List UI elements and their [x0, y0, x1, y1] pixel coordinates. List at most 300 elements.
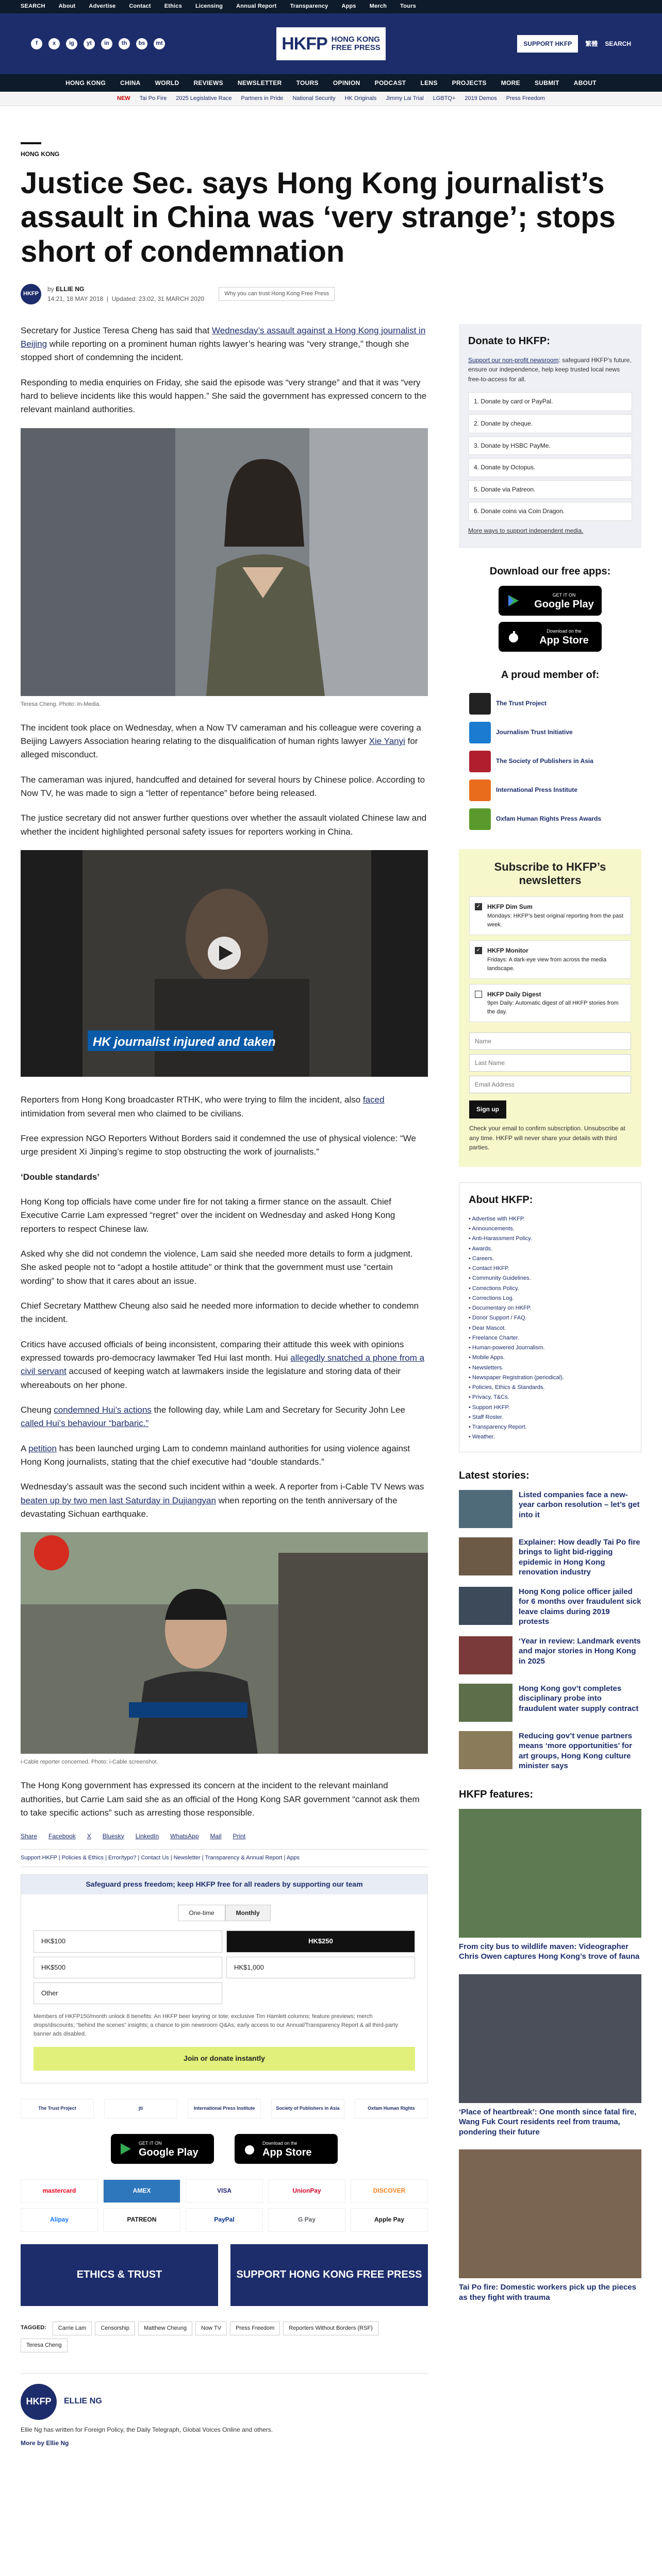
- payment-alipay[interactable]: Alipay: [21, 2208, 98, 2232]
- apps-title: Download our free apps:: [489, 565, 611, 577]
- nav-world[interactable]: WORLD: [155, 79, 179, 87]
- story-thumbnail: [459, 1587, 512, 1625]
- about-link[interactable]: • Support HKFP.: [469, 1403, 632, 1413]
- petition-link[interactable]: petition: [28, 1443, 57, 1453]
- amount-option[interactable]: HK$100: [34, 1930, 222, 1952]
- feature-story[interactable]: [459, 1809, 641, 1962]
- about-link[interactable]: • Donor Support / FAQ.: [469, 1313, 632, 1323]
- topbar-licensing[interactable]: Licensing: [195, 3, 223, 10]
- feature-title[interactable]: From city bus to wildlife maven: Videographer Chris Owen captures Hong Kong’s trove of fauna: [459, 1942, 640, 1961]
- story-title[interactable]: Reducing gov’t venue partners means ‘more opportunities’ for art groups, Hong Kong culture minister says: [519, 1731, 633, 1771]
- tag[interactable]: Carrie Lam: [53, 2321, 92, 2335]
- payment-applepay[interactable]: Apple Pay: [351, 2208, 428, 2232]
- subnav-item[interactable]: Jimmy Lai Trial: [386, 95, 424, 101]
- social-icons: [31, 38, 276, 49]
- share-bar: [21, 1832, 428, 1841]
- paragraph: [21, 1442, 428, 1469]
- site-logo[interactable]: [276, 27, 386, 61]
- section-subhead: ‘Double standards’: [21, 1172, 100, 1182]
- assault-link[interactable]: Wednesday’s assault against a Hong Kong journalist in Beijing: [21, 325, 426, 349]
- monthly-option[interactable]: Monthly: [225, 1905, 271, 1922]
- newsletter-note: Check your email to confirm subscription. Unsubscribe at any time. HKFP will never share your details with third parties.: [469, 1125, 625, 1151]
- nav-more[interactable]: MORE: [501, 79, 520, 87]
- nav-reviews[interactable]: REVIEWS: [193, 79, 223, 87]
- share-print[interactable]: Print: [233, 1832, 246, 1840]
- gp-small: GET IT ON: [139, 2140, 162, 2146]
- trust-badges: [21, 2099, 428, 2119]
- apple-icon: [507, 630, 520, 643]
- donate-option[interactable]: 3. Donate by HSBC PayMe.: [468, 436, 632, 455]
- donate-title: Donate to HKFP:: [468, 335, 550, 347]
- text: intimidation from several men who claimed to be civilians.: [21, 1108, 244, 1118]
- topbar-search[interactable]: SEARCH: [21, 3, 45, 10]
- policy-links[interactable]: Support HKFP | Policies & Ethics | Error/typo? | Contact Us | Newsletter | Transparency & Annual Report | Apps: [21, 1849, 428, 1867]
- spacer: [21, 1081, 428, 1093]
- amount-options: [34, 1930, 415, 2004]
- story-title[interactable]: Explainer: How deadly Tai Po fire brings to light bid-rigging epidemic in Hong Kong renovation industry: [519, 1537, 640, 1577]
- member-widget: [459, 667, 641, 834]
- support-hkfp-button[interactable]: SUPPORT HKFP: [517, 35, 578, 53]
- apple-icon: [243, 2142, 256, 2156]
- about-link[interactable]: • Announcements.: [469, 1224, 632, 1234]
- story-title[interactable]: Hong Kong police officer jailed for 6 months over fraudulent sick leave claims during 2019 protests: [519, 1587, 641, 1626]
- author-box-name[interactable]: ELLIE NG: [64, 2397, 102, 2406]
- about-link[interactable]: • Staff Roster.: [469, 1413, 632, 1422]
- features-title: HKFP features:: [459, 1788, 534, 1800]
- video-caption: HK journalist injured and taken: [93, 1035, 276, 1049]
- latest-stories: [459, 1468, 641, 1771]
- byline: [21, 284, 641, 304]
- topbar-transparency[interactable]: Transparency: [290, 3, 328, 10]
- latest-story[interactable]: [459, 1731, 641, 1771]
- badge[interactable]: Oxfam Human Rights: [355, 2099, 428, 2119]
- payment-discover[interactable]: DISCOVER: [351, 2179, 428, 2203]
- about-widget: [459, 1182, 641, 1452]
- topbar-ethics[interactable]: Ethics: [164, 3, 182, 10]
- sopa-icon: [469, 751, 491, 772]
- nav-opinion[interactable]: OPINION: [333, 79, 360, 87]
- member-name: The Trust Project: [496, 700, 547, 707]
- photo-caption: i-Cable reporter concerned. Photo: i-Cable screenshot.: [21, 1759, 158, 1766]
- logo-mark: HKFP: [282, 33, 327, 54]
- as-large: App Store: [262, 2146, 312, 2158]
- more-ways-link[interactable]: More ways to support independent media.: [468, 527, 584, 534]
- nav-about[interactable]: ABOUT: [573, 79, 597, 87]
- teresa-cheng-photo: [21, 428, 428, 696]
- text: The incident took place on Wednesday, when a Now TV cameraman and his colleague were covering a Beijing Lawyers Association hearing relating to the disqualification of human rights lawyer: [21, 722, 421, 747]
- top-utility-bar: [0, 0, 662, 13]
- paragraph: Chief Secretary Matthew Cheung also said he needed more information to decide whether to condemn the incident.: [21, 1300, 419, 1325]
- support-hkfp-banner[interactable]: SUPPORT HONG KONG FREE PRESS: [230, 2244, 428, 2306]
- checkbox-checked-icon[interactable]: ✓: [475, 903, 482, 910]
- join-donate-button[interactable]: Join or donate instantly: [34, 2047, 415, 2071]
- brand-bar: [0, 13, 662, 74]
- subnav-item[interactable]: 2025 Legislative Race: [176, 95, 232, 101]
- logo-line-1: HONG KONG: [331, 35, 380, 44]
- about-link[interactable]: • Freelance Charter.: [469, 1333, 632, 1343]
- latest-story[interactable]: [459, 1537, 641, 1578]
- gp-large: Google Play: [534, 598, 594, 610]
- app-buttons-inline: [21, 2134, 428, 2164]
- newsletter-option[interactable]: [469, 940, 631, 979]
- xie-yanyi-link[interactable]: Xie Yanyi: [369, 736, 405, 747]
- member-title: A proud member of:: [501, 669, 600, 681]
- about-link[interactable]: • Transparency Report.: [469, 1422, 632, 1432]
- tag[interactable]: Teresa Cheng: [21, 2338, 68, 2352]
- about-link[interactable]: • Human-powered Journalism.: [469, 1343, 632, 1353]
- latest-story[interactable]: [459, 1490, 641, 1528]
- oxfam-icon: [469, 808, 491, 830]
- amount-option-selected[interactable]: HK$250: [226, 1930, 415, 1952]
- share-label[interactable]: Share: [21, 1832, 38, 1840]
- story-thumbnail: [459, 1537, 512, 1575]
- about-link[interactable]: • Anti-Harassment Policy.: [469, 1234, 632, 1244]
- latest-story[interactable]: [459, 1636, 641, 1674]
- about-list: [469, 1214, 632, 1443]
- photo-caption: Teresa Cheng. Photo: In-Media.: [21, 701, 101, 707]
- ethics-trust-banner[interactable]: ETHICS & TRUST: [21, 2244, 218, 2306]
- condemned-link[interactable]: condemned Hui’s actions: [54, 1405, 152, 1415]
- nav-china[interactable]: CHINA: [120, 79, 141, 87]
- last-name-input[interactable]: [469, 1054, 631, 1072]
- more-by-author-link[interactable]: More by Ellie Ng: [21, 2439, 69, 2447]
- paragraph: Free expression NGO Reporters Without Borders said it condemned the use of physical violence: “We urge president Xi Jinping’s regime to stop obstructing the work of journalists.”: [21, 1133, 416, 1157]
- nav-podcast[interactable]: PODCAST: [374, 79, 406, 87]
- first-name-input[interactable]: [469, 1032, 631, 1050]
- story-title[interactable]: ‘Year in review: Landmark events and major stories in Hong Kong in 2025: [519, 1636, 641, 1666]
- paragraph: [21, 1480, 428, 1521]
- share-mail[interactable]: Mail: [210, 1832, 222, 1840]
- member-name: The Society of Publishers in Asia: [496, 757, 593, 765]
- nav-tours[interactable]: TOURS: [296, 79, 319, 87]
- text: A: [21, 1443, 29, 1453]
- photo-illustration: [21, 1532, 428, 1754]
- donate-panel: [21, 1874, 428, 2083]
- subnav-item[interactable]: Tai Po Fire: [139, 95, 167, 101]
- subnav-item[interactable]: 2019 Demos: [465, 95, 497, 101]
- dujiangyan-link[interactable]: beaten up by two men last Saturday in Dujiangyan: [21, 1495, 216, 1505]
- byline-author[interactable]: ELLIE NG: [56, 285, 85, 293]
- text: Secretary for Justice Teresa Cheng has said that: [21, 325, 212, 335]
- search-button[interactable]: SEARCH: [605, 40, 631, 47]
- about-link[interactable]: • Weather.: [469, 1432, 632, 1442]
- donate-description: : safeguard HKFP’s future, ensure our independence, help keep trusted local news free-to-access for all.: [468, 356, 632, 383]
- latest-title: Latest stories:: [459, 1469, 529, 1481]
- ipi-icon: [469, 779, 491, 801]
- donate-option[interactable]: 4. Donate by Octopus.: [468, 458, 632, 477]
- one-time-option[interactable]: One-time: [178, 1905, 225, 1922]
- page-wrapper: [21, 106, 641, 2469]
- paragraph: Hong Kong top officials have come under fire for not taking a firmer stance on the assault. Chief Executive Carrie Lam expressed “regret” over the incident on Wednesday and asked Hong Kong reporters to respect Chinese law.: [21, 1196, 395, 1234]
- topbar-contact[interactable]: Contact: [129, 3, 151, 10]
- donate-panel-heading: Safeguard press freedom; keep HKFP free for all readers by supporting our team: [21, 1875, 427, 1894]
- donate-option[interactable]: 2. Donate by cheque.: [468, 414, 632, 433]
- nav-newsletter[interactable]: NEWSLETTER: [237, 79, 282, 87]
- newsletter-title: Subscribe to HKFP’s newsletters: [494, 860, 606, 887]
- newsletter-option[interactable]: [469, 896, 631, 935]
- as-large: App Store: [539, 634, 589, 646]
- google-play-button[interactable]: [499, 586, 602, 616]
- about-link[interactable]: • Newsletters.: [469, 1363, 632, 1373]
- google-play-icon: [507, 594, 520, 607]
- member-trust-project[interactable]: [459, 689, 641, 718]
- as-small: Download on the: [262, 2140, 297, 2146]
- text: accused of keeping watch at lawmakers inside the legislature and storing data of their whereabouts on her phone.: [21, 1366, 401, 1390]
- checkbox-unchecked-icon[interactable]: [475, 991, 482, 998]
- checkbox-checked-icon[interactable]: ✓: [475, 947, 482, 954]
- nav-hong-kong[interactable]: HONG KONG: [65, 79, 106, 87]
- author-bio: Ellie Ng has written for Foreign Policy, the Daily Telegraph, Global Voices Online and others.: [21, 2426, 273, 2433]
- tag[interactable]: Press Freedom: [230, 2321, 280, 2335]
- amount-option[interactable]: HK$500: [34, 1957, 222, 1978]
- x-icon[interactable]: x: [48, 38, 60, 49]
- author-box: [21, 2373, 428, 2448]
- about-link[interactable]: • Awards.: [469, 1244, 632, 1254]
- newsletter-name: HKFP Dim Sum: [487, 903, 533, 911]
- newsletter-option[interactable]: [469, 984, 631, 1023]
- subnav-item[interactable]: Press Freedom: [506, 95, 545, 101]
- new-badge: NEW: [117, 95, 130, 101]
- paragraph: The Hong Kong government has expressed its concern at the incident to the relevant mainland authorities, but Carrie Lam said she as an official of the Hong Kong SAR government “cannot ask them to take specific actions” such as arresting those responsible.: [21, 1781, 420, 1818]
- donate-widget: [459, 324, 641, 548]
- paragraph: [21, 1338, 428, 1392]
- payment-amex[interactable]: AMEX: [103, 2179, 180, 2203]
- jti-icon: [469, 722, 491, 743]
- about-link[interactable]: • Corrections Policy.: [469, 1284, 632, 1294]
- story-title[interactable]: Listed companies face a new-year carbon resolution – let’s get into it: [519, 1490, 640, 1519]
- newsletter-desc: 9pm Daily: Automatic digest of all HKFP stories from the day.: [487, 1000, 619, 1015]
- nav-lens[interactable]: LENS: [420, 79, 438, 87]
- feature-title[interactable]: Tai Po fire: Domestic workers pick up the pieces as they fight with trauma: [459, 2283, 636, 2302]
- donate-option[interactable]: 6. Donate coins via Coin Dragon.: [468, 502, 632, 521]
- language-toggle[interactable]: 繁體: [585, 40, 598, 47]
- newsletter-desc: Mondays: HKFP’s best original reporting from the past week.: [487, 912, 623, 928]
- barbaric-link[interactable]: called Hui’s behaviour “barbaric.”: [21, 1418, 149, 1429]
- about-link[interactable]: • Community Guidelines.: [469, 1274, 632, 1283]
- app-store-button[interactable]: [499, 622, 602, 652]
- about-title: About HKFP:: [469, 1194, 533, 1206]
- badge[interactable]: The Trust Project: [21, 2099, 94, 2119]
- tag[interactable]: Now TV: [195, 2321, 227, 2335]
- app-store-button[interactable]: [235, 2134, 338, 2164]
- story-thumbnail: [459, 1636, 512, 1674]
- text: Reporters from Hong Kong broadcaster RTHK, who were trying to film the incident, also: [21, 1095, 363, 1105]
- frequency-toggle: [34, 1905, 415, 1922]
- member-benefits-text: Members of HKFP150/month unlock 8 benefits: An HKFP beer keyring or tote; exclusive Tim Hamlett columns; feature previews; merch drops/discounts; “behind the scenes” insights; a chance to join newsroom Q&As; early access to our Annual/Transparency Report & all third-party banner ads disabled.: [34, 2013, 399, 2037]
- story-thumbnail: [459, 1684, 512, 1722]
- topbar-merch[interactable]: Merch: [369, 3, 387, 10]
- member-name: Oxfam Human Rights Press Awards: [496, 815, 602, 823]
- badge[interactable]: jti: [104, 2099, 177, 2119]
- apps-widget: [459, 564, 641, 652]
- about-link[interactable]: • Dear Mascot.: [469, 1324, 632, 1333]
- subnav-item[interactable]: National Security: [292, 95, 336, 101]
- bluesky-icon[interactable]: bs: [136, 38, 147, 49]
- latest-story[interactable]: [459, 1587, 641, 1627]
- logo-words: [332, 36, 380, 52]
- topbar-apps[interactable]: Apps: [341, 3, 356, 10]
- share-bluesky[interactable]: Bluesky: [102, 1832, 124, 1840]
- share-x[interactable]: X: [87, 1832, 91, 1840]
- photo-illustration: [21, 428, 428, 696]
- paragraph: Responding to media enquiries on Friday, she said the episode was “very strange” and that it was “very hard to believe incidents like this would happen.” She said the government has expressed concern to the relevant mainland authorities.: [21, 377, 427, 415]
- member-name: International Press Institute: [496, 786, 578, 794]
- member-name: Journalism Trust Initiative: [496, 728, 573, 736]
- paragraph: Asked why she did not condemn the violence, Lam said she needed more details to form a judgment. She asked people not to “adopt a hostile attitude” or think that the government must use “certain wording” to show that it cares about an issue.: [21, 1248, 413, 1286]
- tag[interactable]: Matthew Cheung: [138, 2321, 192, 2335]
- sidebar: [459, 324, 641, 2469]
- payment-gpay[interactable]: G Pay: [268, 2208, 345, 2232]
- category-kicker[interactable]: HONG KONG: [21, 150, 60, 158]
- feature-title[interactable]: ‘Place of heartbreak’: One month since fatal fire, Wang Fuk Court residents reel from trauma, pondering their future: [459, 2107, 637, 2137]
- promo-banners: [21, 2244, 428, 2306]
- payment-unionpay[interactable]: UnionPay: [268, 2179, 345, 2203]
- latest-story[interactable]: [459, 1684, 641, 1722]
- faced-link[interactable]: faced: [362, 1095, 385, 1105]
- about-link[interactable]: • Careers.: [469, 1254, 632, 1264]
- amount-option-other[interactable]: Other: [34, 1982, 222, 2004]
- topbar-advertise[interactable]: Advertise: [89, 3, 116, 10]
- about-link[interactable]: • Documentary on HKFP.: [469, 1303, 632, 1313]
- feature-image: [459, 1809, 641, 1938]
- sign-up-button[interactable]: Sign up: [469, 1100, 506, 1118]
- hui-phone-link[interactable]: allegedly snatched a phone from a civil servant: [21, 1352, 425, 1377]
- byline-by: by: [47, 285, 54, 293]
- gp-small: GET IT ON: [552, 592, 576, 598]
- member-oxfam[interactable]: [459, 805, 641, 834]
- subnav-item[interactable]: HK Originals: [344, 95, 377, 101]
- amount-option[interactable]: HK$1,000: [226, 1957, 415, 1978]
- paragraph: The justice secretary did not answer further questions over whether the assault violated Chinese law and whether the incident highlighted personal safety issues for reporters working in China.: [21, 813, 427, 837]
- paragraph: [21, 1403, 428, 1431]
- tags-label: TAGGED:: [21, 2324, 46, 2331]
- member-ipi[interactable]: [459, 776, 641, 805]
- article-body: [21, 324, 428, 2469]
- text: for alleged misconduct.: [21, 736, 418, 760]
- about-link[interactable]: • Corrections Log.: [469, 1294, 632, 1303]
- about-link[interactable]: • Privacy, T&Cs.: [469, 1393, 632, 1402]
- tag[interactable]: Reporters Without Borders (RSF): [283, 2321, 378, 2335]
- story-title[interactable]: Hong Kong gov’t completes disciplinary probe into fraudulent water supply contract: [519, 1684, 639, 1713]
- paragraph: [21, 721, 428, 762]
- feature-story[interactable]: [459, 2149, 641, 2302]
- feature-story[interactable]: [459, 1974, 641, 2138]
- text: has been launched urging Lam to condemn mainland authorities for using violence against Hong Kong journalists, stating that the chief executive had “double standards.”: [21, 1443, 410, 1467]
- gp-large: Google Play: [139, 2146, 198, 2158]
- youtube-icon[interactable]: yt: [84, 38, 95, 49]
- nav-projects[interactable]: PROJECTS: [452, 79, 487, 87]
- newsletter-name: HKFP Monitor: [487, 947, 528, 955]
- author-box-avatar[interactable]: HKFP: [21, 2384, 57, 2420]
- share-whatsapp[interactable]: WhatsApp: [170, 1832, 199, 1840]
- about-link[interactable]: • Policies, Ethics & Standards.: [469, 1383, 632, 1393]
- member-sopa[interactable]: [459, 747, 641, 776]
- text: the following day, while Lam and Secretary for Security John Lee: [151, 1405, 405, 1415]
- donate-option[interactable]: 1. Donate by card or PayPal.: [468, 392, 632, 411]
- sub-nav: [0, 92, 662, 106]
- badge[interactable]: International Press Institute: [188, 2099, 261, 2119]
- updated-date: Updated: 23:02, 31 MARCH 2020: [111, 295, 205, 302]
- as-small: Download on the: [547, 628, 582, 634]
- story-thumbnail: [459, 1731, 512, 1769]
- newsletter-desc: Fridays: A dark-eye view from across the media landscape.: [487, 956, 607, 972]
- text: Cheung: [21, 1405, 54, 1415]
- author-avatar[interactable]: HKFP: [21, 284, 41, 304]
- support-newsroom-link[interactable]: Support our non-profit newsroom: [468, 356, 559, 364]
- threads-icon[interactable]: th: [119, 38, 130, 49]
- publish-date: 14:21, 18 MAY 2018: [47, 295, 104, 302]
- donate-option[interactable]: 5. Donate via Patreon.: [468, 480, 632, 499]
- tag-list: [21, 2321, 428, 2352]
- google-play-icon: [119, 2142, 133, 2156]
- trust-project-icon: [469, 693, 491, 715]
- feature-image: [459, 2149, 641, 2278]
- about-link[interactable]: • Newspaper Registration (periodical).: [469, 1373, 632, 1383]
- facebook-icon[interactable]: f: [31, 38, 42, 49]
- story-thumbnail: [459, 1490, 512, 1528]
- paragraph: The cameraman was injured, handcuffed and detained for several hours by Chinese police. According to Now TV, he was made to sign a “letter of repentance” before being released.: [21, 774, 425, 799]
- subnav-item[interactable]: LGBTQ+: [433, 95, 456, 101]
- subnav-item[interactable]: Partners in Pride: [241, 95, 284, 101]
- donate-text: [468, 355, 632, 384]
- about-link[interactable]: • Mobile Apps.: [469, 1353, 632, 1363]
- newsletter-name: HKFP Daily Digest: [487, 990, 541, 998]
- payment-patreon[interactable]: PATREON: [103, 2208, 180, 2232]
- payment-methods: [21, 2179, 428, 2232]
- icable-reporter-photo: [21, 1532, 428, 1754]
- text: Wednesday’s assault was the second such incident within a week. A reporter from i-Cable TV News was: [21, 1482, 424, 1492]
- byline-text: by ELLIE NG 14:21, 18 MAY 2018 | Updated: 23:02, 31 MARCH 2020: [47, 285, 205, 302]
- topbar-tours[interactable]: Tours: [400, 3, 416, 10]
- topbar-about[interactable]: About: [58, 3, 76, 10]
- member-jti[interactable]: [459, 718, 641, 747]
- share-linkedin[interactable]: LinkedIn: [135, 1832, 159, 1840]
- paragraph: [21, 1093, 428, 1121]
- tag[interactable]: Censorship: [95, 2321, 135, 2335]
- share-facebook[interactable]: Facebook: [48, 1832, 76, 1840]
- text: while reporting on a prominent human rights lawyer’s hearing was “very strange,” though she stopped short of condemning the incident.: [21, 339, 409, 363]
- content-columns: [21, 324, 641, 2469]
- payment-mastercard[interactable]: mastercard: [21, 2179, 98, 2203]
- kicker-divider: [21, 142, 41, 144]
- trust-link[interactable]: Why you can trust Hong Kong Free Press: [219, 287, 335, 301]
- feature-image: [459, 1974, 641, 2103]
- logo-line-2: FREE PRESS: [331, 43, 380, 52]
- google-play-button[interactable]: [111, 2134, 214, 2164]
- badge[interactable]: Society of Publishers in Asia: [271, 2099, 344, 2119]
- payment-paypal[interactable]: PayPal: [186, 2208, 263, 2232]
- payment-visa[interactable]: VISA: [186, 2179, 263, 2203]
- email-input[interactable]: [469, 1076, 631, 1093]
- newsletter-widget: [459, 849, 641, 1167]
- article-title: Justice Sec. says Hong Kong journalist’s assault in China was ‘very strange’; stops short of condemnation: [21, 166, 616, 268]
- spacer: [469, 1027, 631, 1032]
- spacer: [468, 387, 632, 392]
- main-nav: [0, 74, 662, 92]
- embedded-video[interactable]: [21, 850, 428, 1077]
- features-widget: [459, 1787, 641, 2303]
- linkedin-icon[interactable]: in: [101, 38, 112, 49]
- mastodon-icon[interactable]: mt: [154, 38, 165, 49]
- text: Critics have accused officials of being inconsistent, comparing their attitude this week with opinions expressed towards pro-democracy lawmaker Ted Hui last month. Hui: [21, 1339, 404, 1363]
- about-link[interactable]: • Advertise with HKFP.: [469, 1214, 632, 1224]
- topbar-annual-report[interactable]: Annual Report: [236, 3, 277, 10]
- about-link[interactable]: • Contact HKFP.: [469, 1264, 632, 1274]
- brand-actions: [386, 35, 631, 53]
- paragraph: [21, 324, 428, 365]
- instagram-icon[interactable]: ig: [66, 38, 77, 49]
- nav-submit[interactable]: SUBMIT: [534, 79, 559, 87]
